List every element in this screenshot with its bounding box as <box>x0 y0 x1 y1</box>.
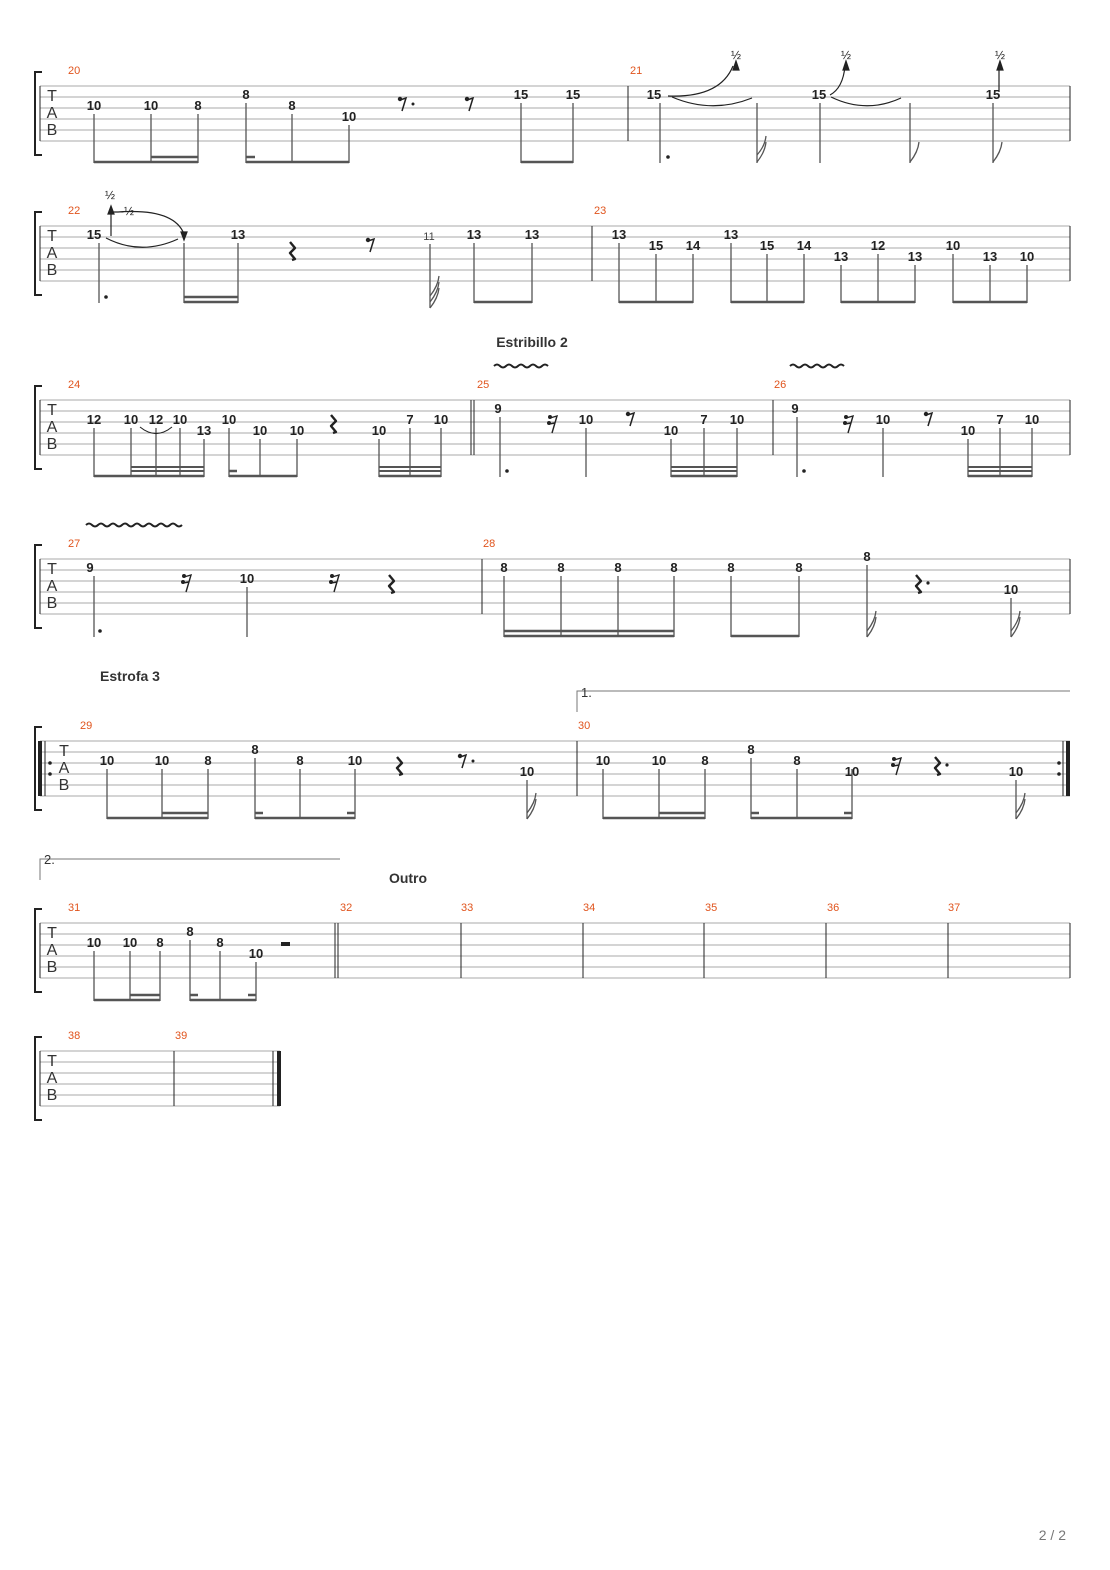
fret-number: 8 <box>204 753 212 768</box>
fret-number: 8 <box>747 742 755 757</box>
system-bracket <box>35 212 42 295</box>
fret-number: 12 <box>148 412 164 427</box>
system-bracket <box>35 386 42 469</box>
fret-number: 11 <box>423 231 435 243</box>
fret-number: 15 <box>648 238 664 253</box>
duration-dot <box>666 155 670 159</box>
bend-labels <box>731 48 1005 62</box>
rhythm-stems <box>94 940 256 1001</box>
fret-number: 10 <box>729 412 745 427</box>
rests <box>398 97 473 111</box>
system-4 <box>35 524 1070 638</box>
fret-number: 7 <box>406 412 414 427</box>
fret-number: 10 <box>1024 412 1040 427</box>
svg-text:½: ½ <box>840 48 852 62</box>
barlines <box>335 923 1070 978</box>
fret-number: 13 <box>833 249 849 264</box>
svg-text:B: B <box>46 1087 58 1104</box>
staff-lines <box>40 741 1070 796</box>
fret-number: 8 <box>296 753 304 768</box>
fret-number: 10 <box>347 753 363 768</box>
fret-numbers <box>100 742 1023 779</box>
svg-text:T: T <box>59 743 69 760</box>
barlines <box>471 400 1070 455</box>
system-5 <box>35 668 1070 819</box>
svg-text:T: T <box>47 561 57 578</box>
tab-clef <box>47 402 58 453</box>
measure-number: 29 <box>80 720 93 732</box>
svg-text:A: A <box>46 419 58 436</box>
svg-text:½: ½ <box>730 48 742 62</box>
duration-dot <box>104 295 108 299</box>
fret-number: 10 <box>239 571 255 586</box>
svg-text:A: A <box>46 942 58 959</box>
fret-number: 10 <box>86 98 102 113</box>
rests <box>397 754 949 775</box>
system-bracket <box>35 909 42 992</box>
fret-number: 10 <box>122 935 138 950</box>
rests <box>290 238 374 260</box>
page-number: 2 / 2 <box>1038 1527 1066 1543</box>
repeat-start <box>38 741 52 796</box>
barlines <box>174 1051 281 1106</box>
svg-text:T: T <box>47 228 57 245</box>
svg-text:T: T <box>47 1053 57 1070</box>
svg-text:T: T <box>47 88 57 105</box>
fret-number: 10 <box>86 935 102 950</box>
fret-number: 10 <box>1003 582 1019 597</box>
tab-clef <box>47 925 58 976</box>
fret-number: 10 <box>1008 764 1024 779</box>
svg-text:½: ½ <box>105 188 116 202</box>
svg-text:1.: 1. <box>581 685 592 700</box>
rhythm-stems <box>107 758 1025 819</box>
fret-number: 9 <box>494 401 502 416</box>
fret-number: 10 <box>945 238 961 253</box>
fret-number: 8 <box>701 753 709 768</box>
svg-text:36: 36 <box>827 902 840 914</box>
fret-number: 15 <box>513 87 529 102</box>
fret-numbers <box>87 924 263 961</box>
svg-text:T: T <box>47 402 57 419</box>
fret-number: 10 <box>172 412 188 427</box>
fret-number: 10 <box>433 412 449 427</box>
fret-number: 10 <box>595 753 611 768</box>
fret-number: 15 <box>985 87 1001 102</box>
staff-lines <box>40 1051 280 1106</box>
section-label: Estrofa 3 <box>100 668 160 684</box>
vibrato-marks <box>494 365 844 368</box>
fret-number: 8 <box>216 935 224 950</box>
fret-number: 13 <box>907 249 923 264</box>
bends-and-ties <box>668 61 1003 106</box>
measure-number: 25 <box>477 379 490 391</box>
svg-text:2.: 2. <box>44 852 55 867</box>
system-bracket <box>35 1037 42 1120</box>
fret-number: 7 <box>700 412 708 427</box>
fret-number: 12 <box>86 412 102 427</box>
fret-numbers <box>86 549 1018 597</box>
tab-clef <box>47 228 58 279</box>
system-3 <box>35 334 1070 477</box>
fret-number: 9 <box>86 560 94 575</box>
system-7 <box>35 1030 281 1120</box>
system-bracket <box>35 545 42 628</box>
fret-number: 10 <box>289 423 305 438</box>
svg-text:34: 34 <box>583 902 596 914</box>
fret-number: 10 <box>1019 249 1035 264</box>
fret-number: 10 <box>651 753 667 768</box>
fret-number: 8 <box>186 924 194 939</box>
tab-clef <box>47 88 58 139</box>
system-2 <box>35 188 1070 308</box>
fret-number: 15 <box>759 238 775 253</box>
svg-text:A: A <box>58 760 70 777</box>
fret-number: 10 <box>341 109 357 124</box>
svg-text:½: ½ <box>994 48 1006 62</box>
svg-text:32: 32 <box>340 902 353 914</box>
volta-1 <box>577 685 1070 712</box>
measure-number: 30 <box>578 720 591 732</box>
measure-number: 26 <box>774 379 787 391</box>
fret-number: 10 <box>960 423 976 438</box>
fret-number: 10 <box>99 753 115 768</box>
svg-text:A: A <box>46 578 58 595</box>
measure-number: 24 <box>68 379 81 391</box>
fret-number: 12 <box>870 238 886 253</box>
tab-clef <box>47 1053 58 1104</box>
staff-lines <box>40 86 1070 141</box>
fret-number: 9 <box>791 401 799 416</box>
measure-number: 21 <box>630 65 643 77</box>
fret-number: 13 <box>524 227 540 242</box>
fret-number: 10 <box>252 423 268 438</box>
fret-number: 8 <box>614 560 622 575</box>
fret-number: 8 <box>863 549 871 564</box>
fret-number: 13 <box>466 227 482 242</box>
staff-lines <box>40 400 1070 455</box>
duration-dots <box>505 469 806 473</box>
fret-number: 8 <box>194 98 202 113</box>
fret-number: 13 <box>230 227 246 242</box>
fret-number: 10 <box>663 423 679 438</box>
svg-text:37: 37 <box>948 902 961 914</box>
duration-dot <box>98 629 102 633</box>
fret-number: 8 <box>795 560 803 575</box>
measure-number: 23 <box>594 205 607 217</box>
fret-number: 13 <box>196 423 212 438</box>
measure-number: 20 <box>68 65 81 77</box>
tab-clef <box>47 561 58 612</box>
svg-text:B: B <box>46 122 58 139</box>
measure-number: 27 <box>68 538 81 550</box>
section-label: Estribillo 2 <box>496 334 568 350</box>
svg-text:A: A <box>46 245 58 262</box>
fret-number: 8 <box>242 87 250 102</box>
rhythm-stems <box>94 565 1020 637</box>
svg-text:B: B <box>46 595 58 612</box>
svg-text:T: T <box>47 925 57 942</box>
fret-number: 10 <box>844 764 860 779</box>
measure-number: 38 <box>68 1030 81 1042</box>
svg-text:33: 33 <box>461 902 474 914</box>
fret-number: 10 <box>221 412 237 427</box>
fret-number: 7 <box>996 412 1004 427</box>
tab-clef <box>59 743 70 794</box>
fret-number: 14 <box>685 238 701 253</box>
fret-numbers <box>87 227 1034 264</box>
measure-number: 39 <box>175 1030 188 1042</box>
final-barline <box>277 1051 281 1106</box>
svg-text:B: B <box>46 959 58 976</box>
rests <box>181 574 930 593</box>
fret-number: 10 <box>371 423 387 438</box>
fret-number: 14 <box>796 238 812 253</box>
fret-number: 8 <box>557 560 565 575</box>
fret-number: 10 <box>123 412 139 427</box>
rhythm-stems <box>94 103 1002 163</box>
fret-number: 13 <box>723 227 739 242</box>
half-rest <box>281 942 290 946</box>
svg-text:A: A <box>46 1070 58 1087</box>
barlines <box>482 559 1070 614</box>
fret-number: 10 <box>519 764 535 779</box>
measure-number: 28 <box>483 538 496 550</box>
svg-text:35: 35 <box>705 902 718 914</box>
system-1 <box>35 48 1070 163</box>
fret-number: 8 <box>727 560 735 575</box>
fret-number: 15 <box>646 87 662 102</box>
fret-number: 15 <box>86 227 102 242</box>
fret-number: 8 <box>288 98 296 113</box>
svg-text:A: A <box>46 105 58 122</box>
barlines <box>592 226 1070 281</box>
fret-number: 13 <box>982 249 998 264</box>
fret-number: 15 <box>811 87 827 102</box>
bends-and-ties <box>106 206 187 247</box>
volta-2 <box>40 852 340 880</box>
fret-number: 8 <box>500 560 508 575</box>
fret-number: 13 <box>611 227 627 242</box>
fret-number: 8 <box>670 560 678 575</box>
staff-lines <box>40 923 1070 978</box>
fret-number: 10 <box>154 753 170 768</box>
repeat-end <box>1057 741 1070 796</box>
vibrato-mark <box>86 524 182 527</box>
fret-number: 10 <box>248 946 264 961</box>
svg-text:B: B <box>46 262 58 279</box>
fret-number: 8 <box>793 753 801 768</box>
fret-number: 8 <box>156 935 164 950</box>
svg-text:-½: -½ <box>120 204 135 218</box>
svg-text:B: B <box>46 436 58 453</box>
fret-number: 10 <box>143 98 159 113</box>
fret-number: 15 <box>565 87 581 102</box>
system-bracket <box>35 72 42 155</box>
measure-number: 22 <box>68 205 81 217</box>
fret-number: 8 <box>251 742 259 757</box>
svg-text:31: 31 <box>68 902 81 914</box>
measure-numbers <box>68 902 960 914</box>
system-6 <box>35 852 1070 1001</box>
section-label: Outro <box>388 870 428 886</box>
fret-number: 10 <box>578 412 594 427</box>
fret-number: 10 <box>875 412 891 427</box>
svg-text:B: B <box>58 777 70 794</box>
rhythm-stems <box>99 243 1027 308</box>
